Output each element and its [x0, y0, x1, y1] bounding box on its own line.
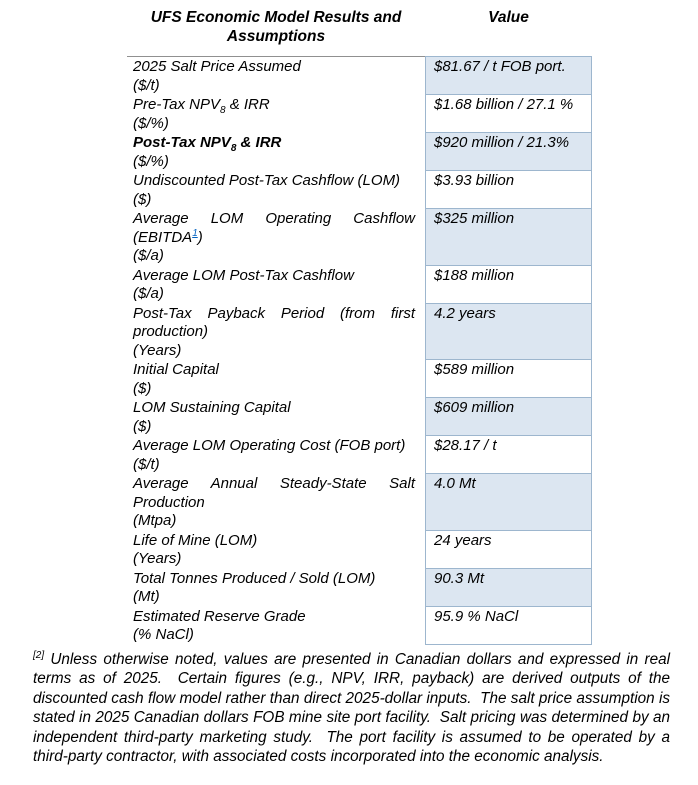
parameter-unit: (Years) [133, 550, 182, 567]
footnote-2-text: Unless otherwise noted, values are presented in Canadian dollars and expressed in real terms as of 2025. Certain figures (e.g., NPV, IRR, payback) are derived outputs of the discounted cash flow model rather than direct 2025-dollar inputs. The salt price assumption is stated in 2025 Canadian dollars FOB mine site port facility. Salt pricing was determined by an independent third-party marketing study. The port facility is assumed to be operated by a third-party contractor, with associated costs incorporated into the economic analysis. [33, 650, 675, 766]
table-row [127, 607, 592, 645]
footnote-2-marker: [2] [33, 649, 45, 661]
parameter-label-text: Total Tonnes Produced / Sold (LOM) [133, 569, 376, 587]
parameter-unit: ($/%) [133, 114, 169, 132]
value-cell: $1.68 billion / 27.1 % [425, 95, 592, 133]
parameter-unit: ($) [133, 190, 152, 208]
parameter-label [133, 134, 282, 154]
value-cell: 90.3 Mt [425, 569, 592, 607]
parameter-unit: ($/a) [133, 285, 164, 302]
parameter-label-text: Life of Mine (LOM) [133, 531, 258, 549]
parameter-unit: ($/t) [133, 76, 160, 94]
parameter-cell [127, 474, 425, 531]
table-row [127, 398, 592, 436]
table-row [127, 209, 592, 266]
npv-discount-rate-subscript: 8 [219, 105, 226, 116]
parameter-label-text: 2025 Salt Price Assumed [133, 58, 301, 75]
value-cell: $589 million [425, 360, 592, 398]
parameter-label [133, 210, 415, 246]
value-cell: $28.17 / t [425, 436, 592, 474]
parameter-label [133, 267, 354, 284]
value-cell: 24 years [425, 531, 592, 569]
ufs-economic-model-table [127, 8, 592, 645]
parameter-label-text: & IRR [225, 96, 270, 113]
value-cell: $325 million [425, 209, 592, 266]
parameter-label [133, 96, 270, 116]
table-header-row [127, 8, 592, 56]
parameter-cell [127, 133, 425, 171]
parameter-unit: ($) [133, 379, 152, 397]
column-header-parameters: UFS Economic Model Results and Assumptions [150, 9, 402, 45]
table-row [127, 56, 592, 95]
value-cell: $609 million [425, 398, 592, 436]
table-row [127, 95, 592, 133]
value-cell: 4.0 Mt [425, 474, 592, 531]
parameter-cell [127, 531, 425, 569]
table-body [127, 56, 592, 645]
parameter-label-text: Average Annual Steady-State Salt Production [133, 475, 415, 511]
table-row [127, 531, 592, 569]
parameter-label-text: Pre-Tax NPV [133, 96, 220, 113]
value-cell: $81.67 / t FOB port. [425, 56, 592, 95]
footnote-1-link[interactable]: 1 [192, 227, 198, 239]
table-row [127, 360, 592, 398]
parameter-unit: ($/t) [133, 455, 160, 473]
parameter-unit: (Mtpa) [133, 512, 177, 529]
column-header-value: Value [488, 9, 529, 26]
parameter-unit: (Mt) [133, 588, 160, 605]
npv-discount-rate-subscript: 8 [230, 143, 237, 154]
parameter-cell [127, 607, 425, 645]
parameter-cell [127, 56, 425, 95]
parameter-label-text: Estimated Reserve Grade [133, 607, 306, 625]
parameter-unit: ($/a) [133, 247, 164, 264]
parameter-cell [127, 209, 425, 266]
value-cell: $3.93 billion [425, 171, 592, 209]
table-row [127, 171, 592, 209]
parameter-cell [127, 569, 425, 607]
parameter-label [133, 305, 415, 341]
parameter-label [133, 475, 415, 511]
parameter-cell [127, 398, 425, 436]
parameter-label-text: LOM Sustaining Capital [133, 399, 291, 416]
parameter-cell [127, 360, 425, 398]
parameter-label-text: ) [197, 228, 203, 246]
parameter-cell [127, 266, 425, 304]
parameter-cell [127, 436, 425, 474]
parameter-unit: ($/%) [133, 152, 169, 170]
table-row [127, 474, 592, 531]
parameter-cell [127, 95, 425, 133]
parameter-label [133, 172, 400, 189]
parameter-label-text: Average LOM Operating Cashflow (EBITDA [133, 210, 415, 246]
parameter-label [133, 532, 257, 549]
footnote-2 [33, 649, 675, 768]
parameter-label [133, 570, 375, 587]
value-cell: $920 million / 21.3% [425, 133, 592, 171]
parameter-label-text: Average LOM Post-Tax Cashflow [133, 266, 354, 284]
table-row [127, 569, 592, 607]
value-cell: $188 million [425, 266, 592, 304]
table-row [127, 266, 592, 304]
parameter-label [133, 58, 301, 75]
parameter-label-text: & IRR [236, 134, 282, 151]
table-row [127, 133, 592, 171]
parameter-label-text: Post-Tax NPV [133, 134, 231, 151]
parameter-label [133, 399, 291, 416]
table-row [127, 304, 592, 361]
parameter-unit: ($) [133, 417, 152, 435]
parameter-label-text: Average LOM Operating Cost (FOB port) [133, 437, 406, 454]
parameter-cell [127, 304, 425, 361]
parameter-label [133, 437, 405, 454]
parameter-label-text: Post-Tax Payback Period (from first production) [133, 304, 415, 340]
parameter-unit: (Years) [133, 341, 182, 359]
table-row [127, 436, 592, 474]
value-cell: 4.2 years [425, 304, 592, 361]
parameter-unit: (% NaCl) [133, 626, 194, 643]
parameter-cell [127, 171, 425, 209]
parameter-label-text: Undiscounted Post-Tax Cashflow (LOM) [133, 172, 401, 189]
parameter-label-text: Initial Capital [133, 361, 219, 378]
value-cell: 95.9 % NaCl [425, 607, 592, 645]
parameter-label [133, 608, 306, 625]
parameter-label [133, 361, 219, 378]
